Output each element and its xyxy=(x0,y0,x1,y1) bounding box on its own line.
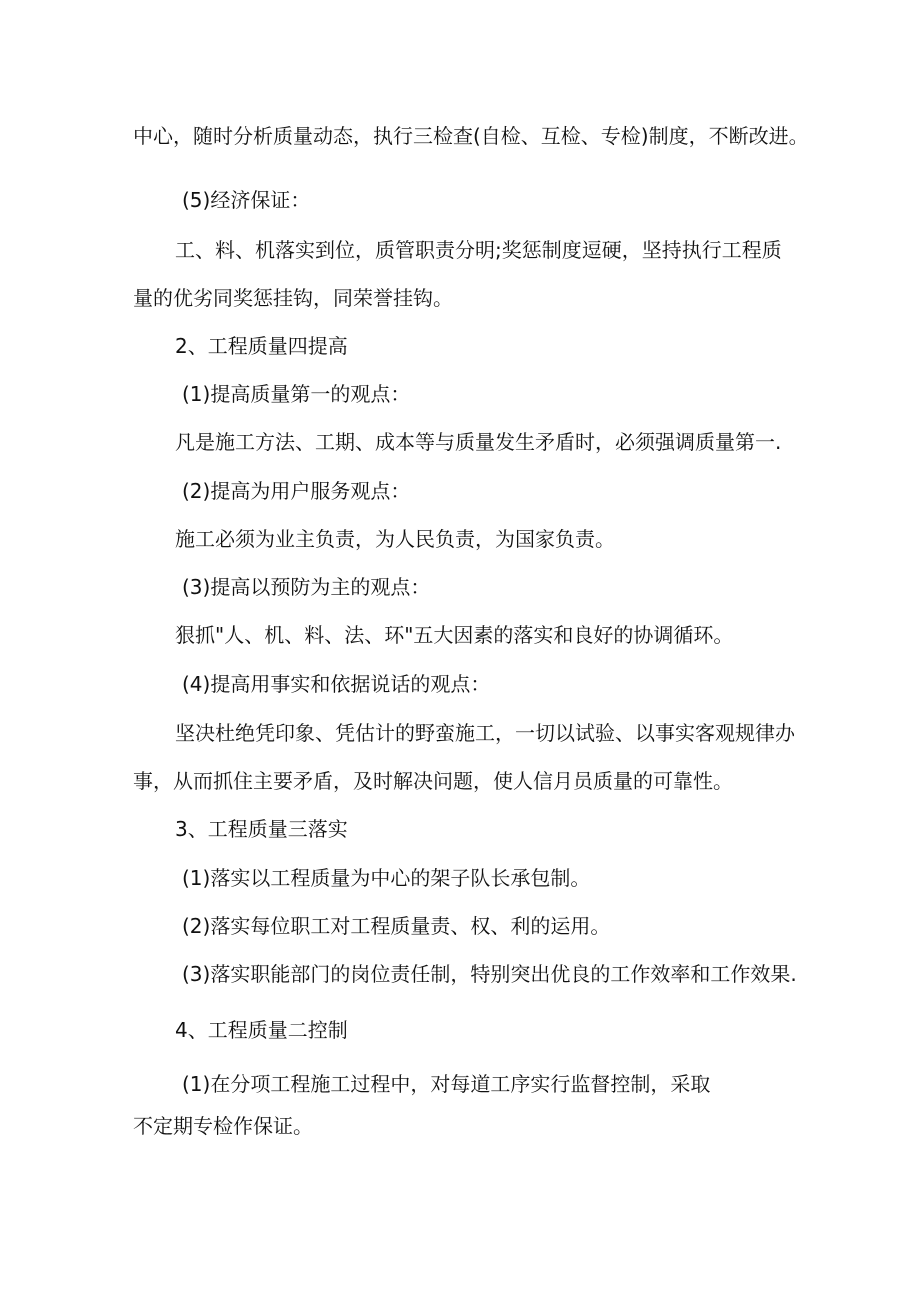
implementation-item-1: (1)落实以工程质量为中心的架子队长承包制。 xyxy=(182,866,591,890)
paragraph-line-9: 不定期专检作保证。 xyxy=(133,1114,313,1138)
paragraph-line-7: 坚决杜绝凭印象、凭估计的野蛮施工，一切以试验、以事实客观规律办 xyxy=(175,721,795,745)
paragraph-line-5: 施工必须为业主负责，为人民负责，为国家负责。 xyxy=(175,527,615,551)
item-heading-3: (3)提高以预防为主的观点： xyxy=(182,575,431,599)
section-heading-2: 2、工程质量四提高 xyxy=(175,334,348,358)
control-item-1: (1)在分项工程施工过程中，对每道工序实行监督控制，采取 xyxy=(182,1072,711,1096)
paragraph-line-6: 狠抓"人、机、料、法、环"五大因素的落实和良好的协调循环。 xyxy=(175,623,734,647)
paragraph-line-2: 工、料、机落实到位，质管职责分明;奖惩制度逗硬，坚持执行工程质 xyxy=(175,238,782,262)
section-heading-3: 3、工程质量三落实 xyxy=(175,817,348,841)
item-heading-1: (1)提高质量第一的观点： xyxy=(182,382,411,406)
paragraph-line-1: 中心，随时分析质量动态，执行三检查(自检、互检、专检)制度，不断改进。 xyxy=(133,124,809,148)
paragraph-line-8: 事，从而抓住主要矛盾，及时解决问题，使人信月员质量的可靠性。 xyxy=(133,769,733,793)
implementation-item-3: (3)落实职能部门的岗位责任制，特别突出优良的工作效率和工作效果. xyxy=(182,962,797,986)
item-heading-economic-guarantee: (5)经济保证： xyxy=(182,188,311,212)
section-heading-4: 4、工程质量二控制 xyxy=(175,1018,348,1042)
paragraph-line-3: 量的优劣同奖惩挂钩，同荣誉挂钩。 xyxy=(133,286,453,310)
item-heading-2: (2)提高为用户服务观点： xyxy=(182,479,411,503)
implementation-item-2: (2)落实每位职工对工程质量责、权、利的运用。 xyxy=(182,914,611,938)
paragraph-line-4: 凡是施工方法、工期、成本等与质量发生矛盾时，必须强调质量第一. xyxy=(175,430,782,454)
item-heading-4: (4)提高用事实和依据说话的观点： xyxy=(182,672,491,696)
